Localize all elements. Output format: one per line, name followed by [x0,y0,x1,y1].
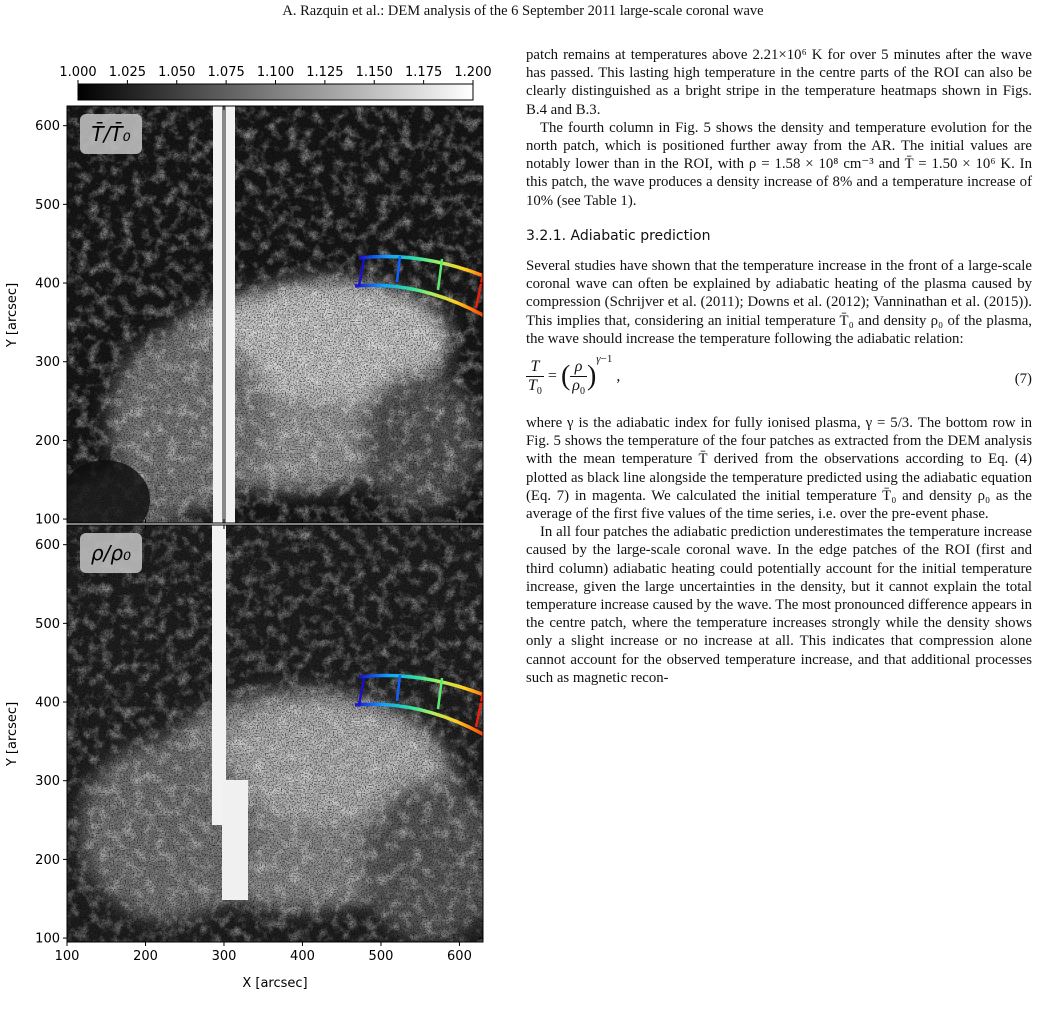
colorbar-tick-label: 1.200 [454,65,492,80]
colorbar-tick-label: 1.025 [108,65,146,80]
x-tick-label: 200 [133,949,158,964]
colorbar-tick-label: 1.075 [207,65,245,80]
y-tick-label: 400 [35,695,60,711]
paragraph-3: Several studies have shown that the temperature increase in the front of a large-scale coronal wave can often be explained by adiabatic heating of the plasma caused by compression (Schrijver et al. (2011); Downs et al. (2012); Vanninathan et al. (2015)). This implies that, considering an initial temperature T̄₀ and density ρ₀ of the plasma, the wave should increase the temperature following the adiabatic relation: [526,258,1032,347]
colorbar-tick-label: 1.000 [59,65,97,80]
x-axis-label: X [arcsec] [242,976,308,991]
figure-5-heatmaps [0,40,510,1022]
panel-temperature-ratio [60,106,505,550]
y-axis-label-bottom: Y [arcsec] [5,701,20,767]
y-tick-label: 200 [35,433,60,449]
colorbar-tick-label: 1.125 [306,65,344,80]
x-tick-label: 400 [290,949,315,964]
y-tick-label: 300 [35,355,60,371]
paragraph-4: where γ is the adiabatic index for fully ionised plasma, γ = 5/3. The bottom row in Fig. 5 shows the temperature of the four patches as extracted from the DEM analysis with the mean temperature T̄ derived from the observations according to Eq. (4) plotted as black line alongside the temperature predicted using the adiabatic equation (Eq. 7) in magenta. We calculated the initial temperature T̄₀ and density ρ₀ as the average of the first five values of the time series, i.e. over the pre-event phase. [526,415,1032,523]
y-tick-label: 400 [35,276,60,292]
section-heading: 3.2.1. Adiabatic prediction [526,227,711,244]
colorbar [59,65,491,100]
paragraph-5: In all four patches the adiabatic prediction underestimates the temperature increase caused by the large-scale coronal wave. In the edge patches of the ROI (first and third column) adiabatic heating could potentially account for the initial temperature increase, given the large uncertainties in the density, but it cannot explain the total temperature increase caused by the wave. The most pronounced difference appears in the centre patch, where the temperature increases strongly while the density shows only a slight increase or no increase at all. This indicates that compression alone cannot account for the observed temperature increase, and that additional processes such as magnetic recon- [526,524,1032,686]
colorbar-tick-label: 1.050 [158,65,196,80]
colorbar-tick-label: 1.100 [256,65,295,80]
running-header: A. Razquin et al.: DEM analysis of the 6 September 2011 large-scale coronal wave [282,3,764,19]
x-tick-label: 100 [54,949,80,964]
right-text-column [526,46,1032,687]
panel-label-rho [80,533,142,573]
paragraph-2: The fourth column in Fig. 5 shows the density and temperature evolution for the north patch, which is positioned further away from the AR. The initial values are notably lower than in the ROI, with ρ = 1.58 × 10⁸ cm⁻³ and T̄ = 1.50 × 10⁶ K. In this patch, the wave produces a density increase of 8% and a temperature increase of 10% (see Table 1). [526,119,1032,209]
x-tick-label: 500 [368,949,394,964]
colorbar-tick-label: 1.150 [355,65,393,80]
y-tick-label: 300 [35,774,60,790]
equation-7: $\frac{T}{T_0}$ = ( $\frac{\rho}{\rho_0}$ )$^{\gamma-1}$ , (7) [528,353,1032,398]
svg-text:ρ/ρ₀: ρ/ρ₀ [90,541,132,565]
y-tick-label: 200 [35,852,60,868]
svg-text:T̄/T̄₀: T̄/T̄₀ [91,122,131,146]
y-tick-label: 600 [35,538,60,554]
colorbar-tick-label: 1.175 [405,65,443,80]
panel-label-T [80,114,142,154]
x-tick-label: 600 [447,949,472,964]
y-tick-label: 100 [35,931,60,947]
y-axis-label-top: Y [arcsec] [5,282,20,348]
y-tick-label: 500 [35,616,60,632]
colorbar-ticks [59,65,491,84]
x-tick-label: 300 [211,949,237,964]
panel-density-ratio [67,525,505,942]
equation-number: (7) [1014,371,1032,388]
y-tick-label: 500 [35,197,60,213]
paragraph-1: patch remains at temperatures above 2.21×10⁶ K for over 5 minutes after the wave has passed. This lasting high temperature in the centre parts of the ROI can also be clearly distinguished as a bright stripe in the temperature heatmaps shown in Figs. B.4 and B.3. [526,47,1032,118]
colorbar-gradient [78,84,473,100]
y-tick-label: 600 [35,119,60,135]
y-tick-label: 100 [35,512,60,528]
